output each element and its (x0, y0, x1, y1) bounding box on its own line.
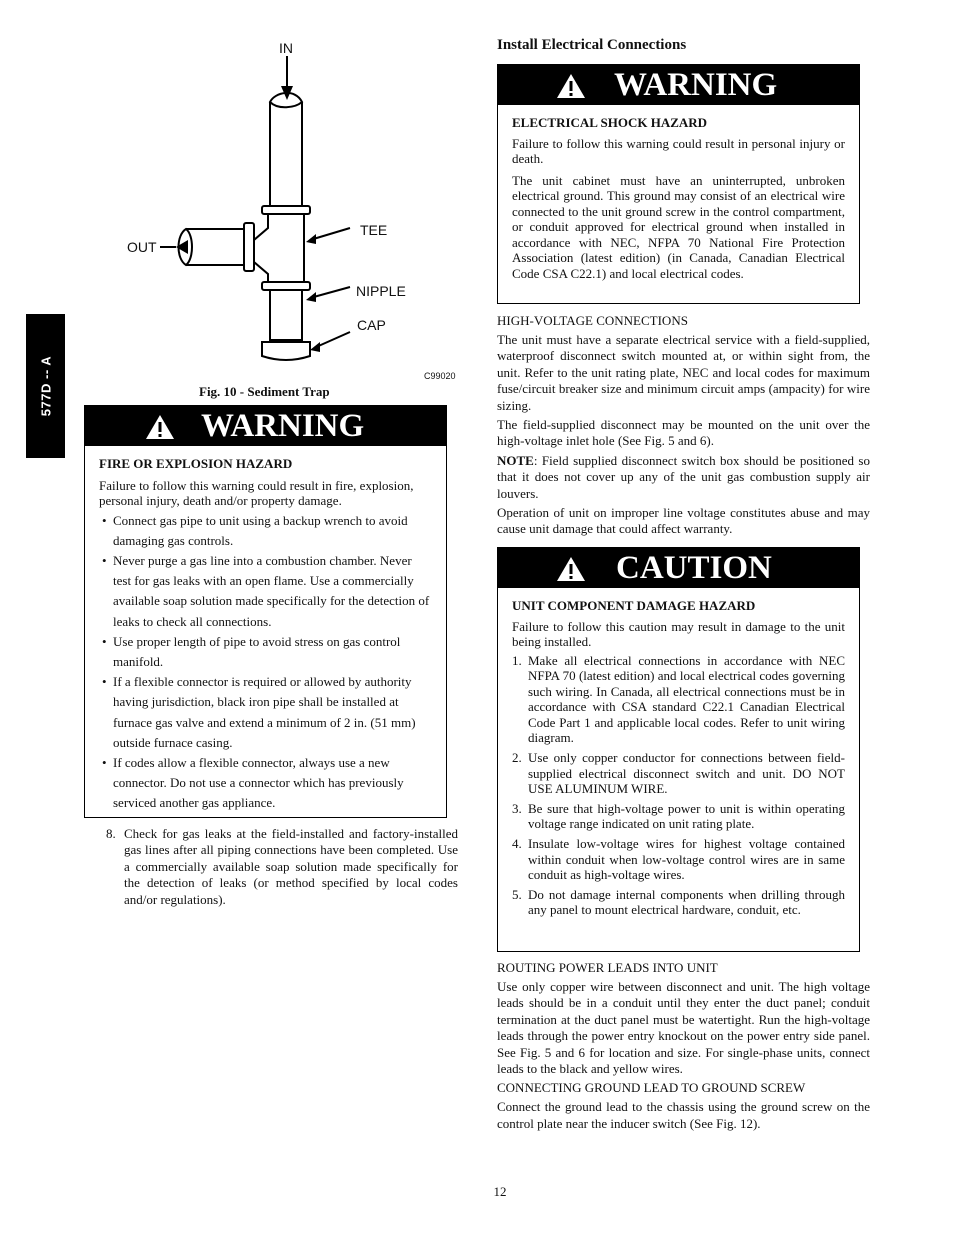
ground-heading: CONNECTING GROUND LEAD TO GROUND SCREW (497, 1080, 806, 1096)
hv-p1: The unit must have a separate electrical service with a field-supplied, waterproof disconnect switch mounted at, or within sight from, the unit. Refer to the unit rating plate, NEC and local codes for maximum fuse/circuit breaker size and minimum circuit amps (ampacity) for wire sizing. (497, 332, 870, 413)
section-title: Install Electrical Connections (497, 37, 687, 53)
caution-intro: Failure to follow this caution may result in damage to the unit being installed. (512, 618, 845, 649)
item-text: Be sure that high-voltage power to unit is within operating voltage range indicated on unit rating plate. (528, 800, 845, 832)
hv-p2: The field-supplied disconnect may be mounted on the unit over the high-voltage inlet hole (See Fig. 5 and 6). (497, 417, 870, 449)
item-number: 4. (512, 836, 522, 852)
list-item (512, 801, 845, 832)
routing-section (497, 960, 870, 1132)
sediment-trap-figure (110, 30, 470, 390)
hv-note (497, 453, 870, 502)
warning-shock-header (498, 65, 859, 105)
hv-heading: HIGH-VOLTAGE CONNECTIONS (497, 313, 688, 328)
warning-shock-p1: Failure to follow this warning could result in personal injury or death. (512, 135, 845, 166)
step-8-number: 8. (106, 826, 116, 841)
routing-text: Use only copper wire between disconnect and unit. The high voltage leads should be in a conduit until they enter the duct panel; conduit termination at the duct panel must be watertight. Run the high-voltage leads through the power entry knockout on the power entry side panel. See Fig. 5 and 6 for location and size. For single-phase units, connect leads to the black and yellow wires. (497, 979, 870, 1077)
warning-fire-header (85, 406, 446, 446)
item-number: 1. (512, 652, 522, 668)
figure-caption: Fig. 10 - Sediment Trap (199, 384, 330, 399)
caution-header (498, 548, 859, 588)
step-8-text: Check for gas leaks at the field-installed and factory-installed gas lines after all piping connections have been completed. Use a commercially available soap solution made specifically for the detection of leaks (or method specified by local codes and/or regulations). (124, 826, 458, 907)
note-label: NOTE (497, 452, 534, 468)
list-item: • Use proper length of pipe to avoid stress on gas control manifold. (99, 632, 432, 672)
item-text: Insulate low-voltage wires for highest voltage contained within conduit when low-voltage control wires are in same conduit as high-voltage wires. (528, 836, 845, 883)
list-item (512, 836, 845, 883)
list-item: • If codes allow a flexible connector, always use a new connector. Do not use a connector which has previously serviced another gas appliance. (99, 753, 432, 814)
warning-shock-box (497, 64, 860, 304)
side-tab-label: 577D -- A (38, 355, 53, 417)
warning-triangle-icon (556, 73, 586, 99)
warning-fire-box (84, 405, 447, 818)
label-in: IN (279, 40, 293, 56)
side-tab (26, 314, 65, 458)
caution-list (512, 653, 845, 919)
warning-triangle-icon (556, 556, 586, 582)
warning-shock-p2: The unit cabinet must have an uninterrupted, unbroken electrical ground. This ground may consist of an electrical wire connected to the unit ground screw in the control compartment, or conduit approved for electrical ground when installed in accordance with NEC, NFPA 70 National Fire Protection Association (latest edition) (in Canada, Canadian Electrical Code CSA C22.1) and local electrical codes. (512, 172, 845, 281)
item-text: Do not damage internal components when drilling through any panel to mount electrical hardware, conduit, etc. (528, 886, 845, 918)
warning-fire-list (99, 511, 432, 814)
caution-box (497, 547, 860, 952)
label-cap: CAP (357, 317, 386, 333)
list-item: • Connect gas pipe to unit using a backup wrench to avoid damaging gas controls. (99, 511, 432, 551)
figure-code: C99020 (424, 371, 456, 381)
item-number: 2. (512, 750, 522, 766)
item-number: 5. (512, 886, 522, 902)
list-item: • If a flexible connector is required or allowed by authority having jurisdiction, black iron pipe shall be installed at furnace gas valve and extend a minimum of 2 in. (51 mm) outside furnace casing. (99, 672, 432, 753)
item-text: Use only copper conductor for connections between field-supplied electrical disconnect switch and unit. DO NOT USE ALUMINUM WIRE. (528, 750, 845, 797)
warning-shock-title: WARNING (614, 67, 778, 103)
caution-title: CAUTION (616, 550, 772, 586)
ground-text: Connect the ground lead to the chassis using the ground screw on the control plate near the inducer switch (See Fig. 12). (497, 1099, 870, 1131)
caution-hazard: UNIT COMPONENT DAMAGE HAZARD (512, 598, 756, 613)
routing-heading: ROUTING POWER LEADS INTO UNIT (497, 960, 718, 975)
list-item (512, 653, 845, 747)
warning-shock-hazard: ELECTRICAL SHOCK HAZARD (512, 115, 708, 130)
label-nipple: NIPPLE (356, 283, 406, 299)
warning-triangle-icon (145, 414, 175, 440)
label-tee: TEE (360, 222, 388, 238)
warning-fire-intro: Failure to follow this warning could result in fire, explosion, personal injury, death and/or property damage. (99, 477, 414, 508)
list-item (512, 750, 845, 797)
step-8 (106, 826, 458, 908)
label-out: OUT (127, 239, 157, 255)
item-text: Make all electrical connections in accordance with NEC NFPA 70 (latest edition) and local electrical codes governing such wiring. In Canada, all electrical connections must be in accordance with CSA standard C22.1 Canadian Electrical Code Part 1 and applicable local codes. Refer to unit wiring diagram. (528, 652, 845, 746)
note-text: : Field supplied disconnect switch box should be positioned so that it does not cover up any of the unit gas combustion supply air louvers. (497, 452, 870, 501)
hv-p3: Operation of unit on improper line voltage constitutes abuse and may cause unit damage that could affect warranty. (497, 505, 870, 537)
warning-fire-title: WARNING (201, 408, 365, 444)
list-item (512, 887, 845, 918)
warning-fire-hazard: FIRE OR EXPLOSION HAZARD (99, 456, 293, 471)
list-item: • Never purge a gas line into a combustion chamber. Never test for gas leaks with an open flame. Use a commercially available soap solution made specifically for the detection of leaks to check all connections. (99, 551, 432, 632)
sediment-trap-diagram (110, 30, 470, 390)
item-number: 3. (512, 800, 522, 816)
page-number: 12 (493, 1184, 507, 1199)
hv-section (497, 313, 870, 538)
